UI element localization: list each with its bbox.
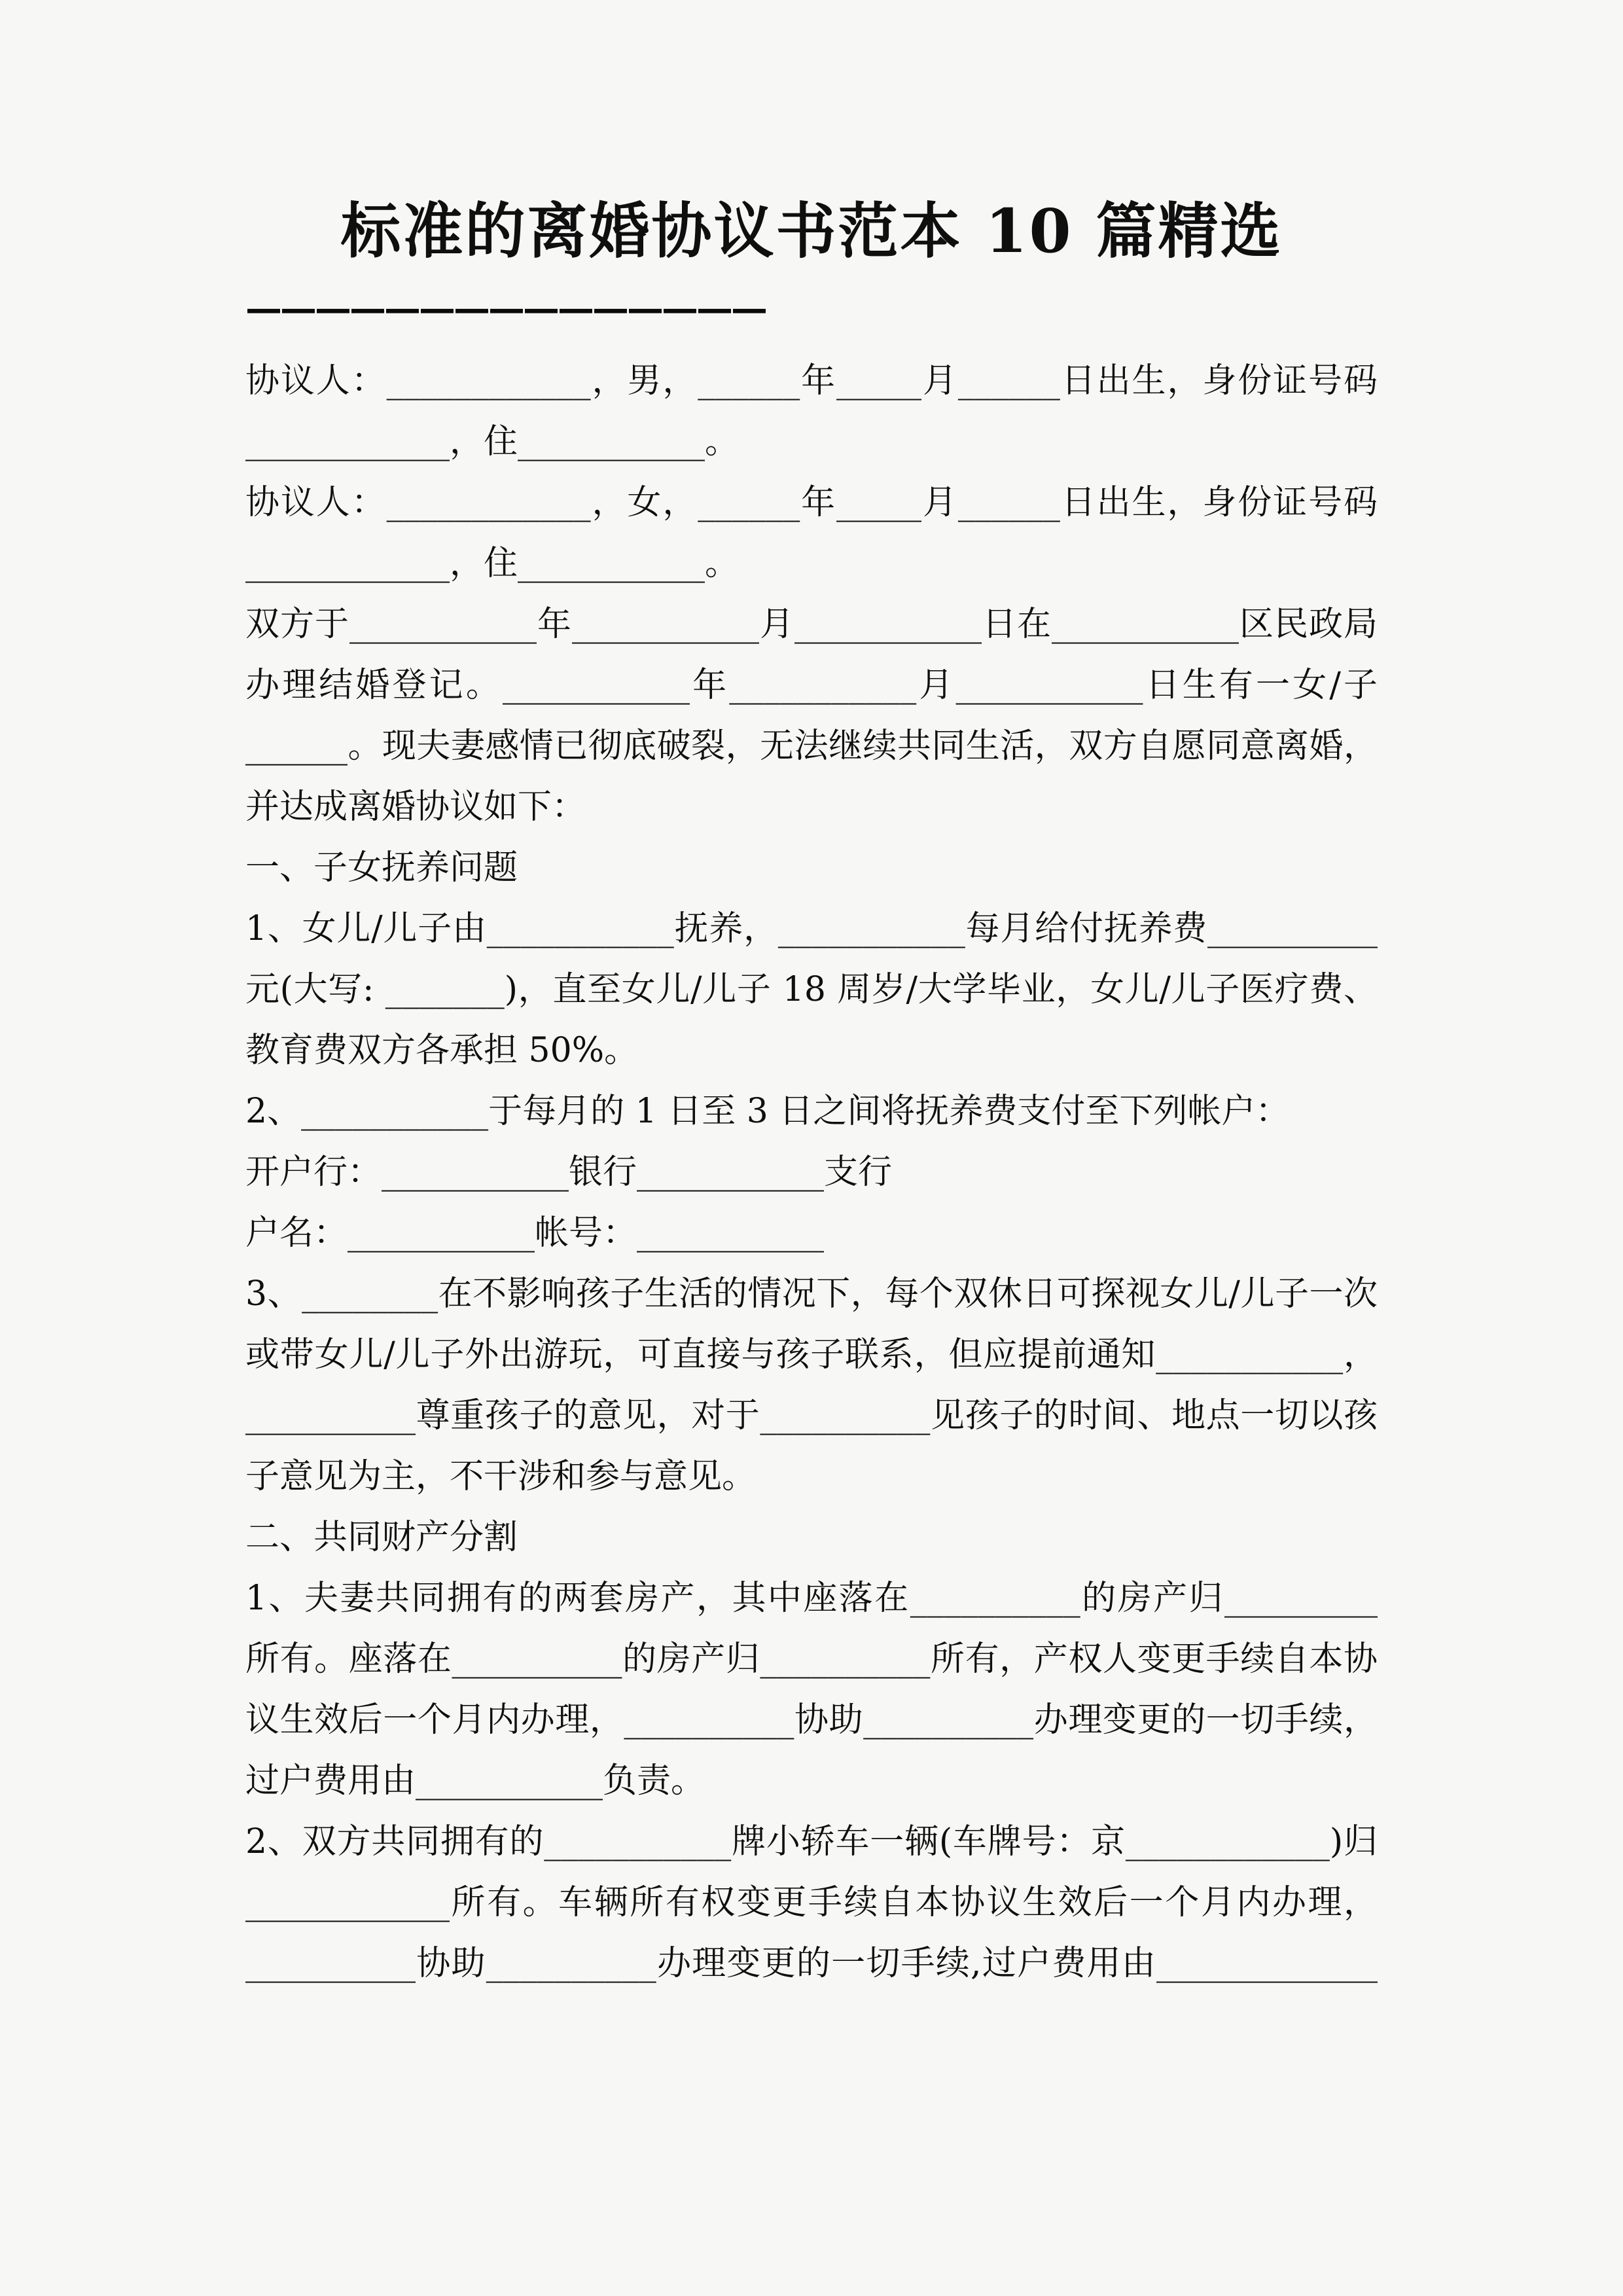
doc-line: 开户行：___________银行___________支行 bbox=[245, 1153, 893, 1192]
doc-line: 协议人：____________，女，______年_____月______日出生，身份证号码 bbox=[245, 483, 1378, 522]
doc-line: 或带女儿/儿子外出游玩，可直接与孩子联系，但应提前通知___________， bbox=[245, 1335, 1378, 1374]
document-body bbox=[245, 351, 1378, 1994]
doc-line: 户名：___________帐号：___________ bbox=[245, 1213, 825, 1253]
doc-line: 2、___________于每月的 1 日至 3 日之间将抚养费支付至下列帐户： bbox=[245, 1092, 1290, 1131]
doc-line: 1、夫妻共同拥有的两套房产，其中座落在__________的房产归_________ bbox=[245, 1579, 1378, 1618]
doc-line: 双方于___________年___________月___________日在___________区民政局 bbox=[245, 605, 1378, 644]
doc-line: 教育费双方各承担 50%。 bbox=[245, 1031, 639, 1070]
doc-line: 议生效后一个月内办理，__________协助__________办理变更的一切手续， bbox=[245, 1700, 1378, 1740]
doc-line: 一、子女抚养问题 bbox=[245, 848, 518, 888]
doc-line: ____________，住___________。 bbox=[245, 422, 740, 461]
doc-line: 办理结婚登记。___________年___________月___________日生有一女/子 bbox=[245, 666, 1378, 705]
doc-line: __________协助__________办理变更的一切手续,过户费用由_____________ bbox=[245, 1944, 1378, 1983]
doc-line: 1、女儿/儿子由___________抚养，___________每月给付抚养费__________ bbox=[245, 909, 1378, 948]
doc-line: __________尊重孩子的意见，对于__________见孩子的时间、地点一切以孩 bbox=[245, 1396, 1378, 1435]
doc-line: ______。现夫妻感情已彻底破裂，无法继续共同生活，双方自愿同意离婚， bbox=[245, 726, 1378, 766]
doc-line: 元(大写: _______)，直至女儿/儿子 18 周岁/大学毕业，女儿/儿子医疗费、 bbox=[245, 970, 1378, 1009]
doc-line: 3、________在不影响孩子生活的情况下，每个双休日可探视女儿/儿子一次 bbox=[245, 1274, 1378, 1314]
document-title: 标准的离婚协议书范本 10 篇精选 bbox=[340, 196, 1283, 266]
doc-line: 所有。座落在__________的房产归__________所有，产权人变更手续自本协 bbox=[245, 1640, 1378, 1679]
doc-line: 二、共同财产分割 bbox=[245, 1518, 518, 1557]
doc-line: 2、双方共同拥有的___________牌小轿车一辆(车牌号：京____________)归 bbox=[245, 1822, 1378, 1861]
title-separator-line: ——————————————— bbox=[245, 287, 766, 330]
doc-line: 协议人：____________，男，______年_____月______日出生，身份证号码 bbox=[245, 361, 1378, 401]
doc-line: 过户费用由___________负责。 bbox=[245, 1761, 705, 1801]
doc-line: 并达成离婚协议如下： bbox=[245, 787, 586, 827]
doc-line: 子意见为主，不干涉和参与意见。 bbox=[245, 1457, 757, 1496]
doc-line: ____________所有。车辆所有权变更手续自本协议生效后一个月内办理， bbox=[245, 1883, 1378, 1922]
doc-line: ____________，住___________。 bbox=[245, 544, 740, 583]
